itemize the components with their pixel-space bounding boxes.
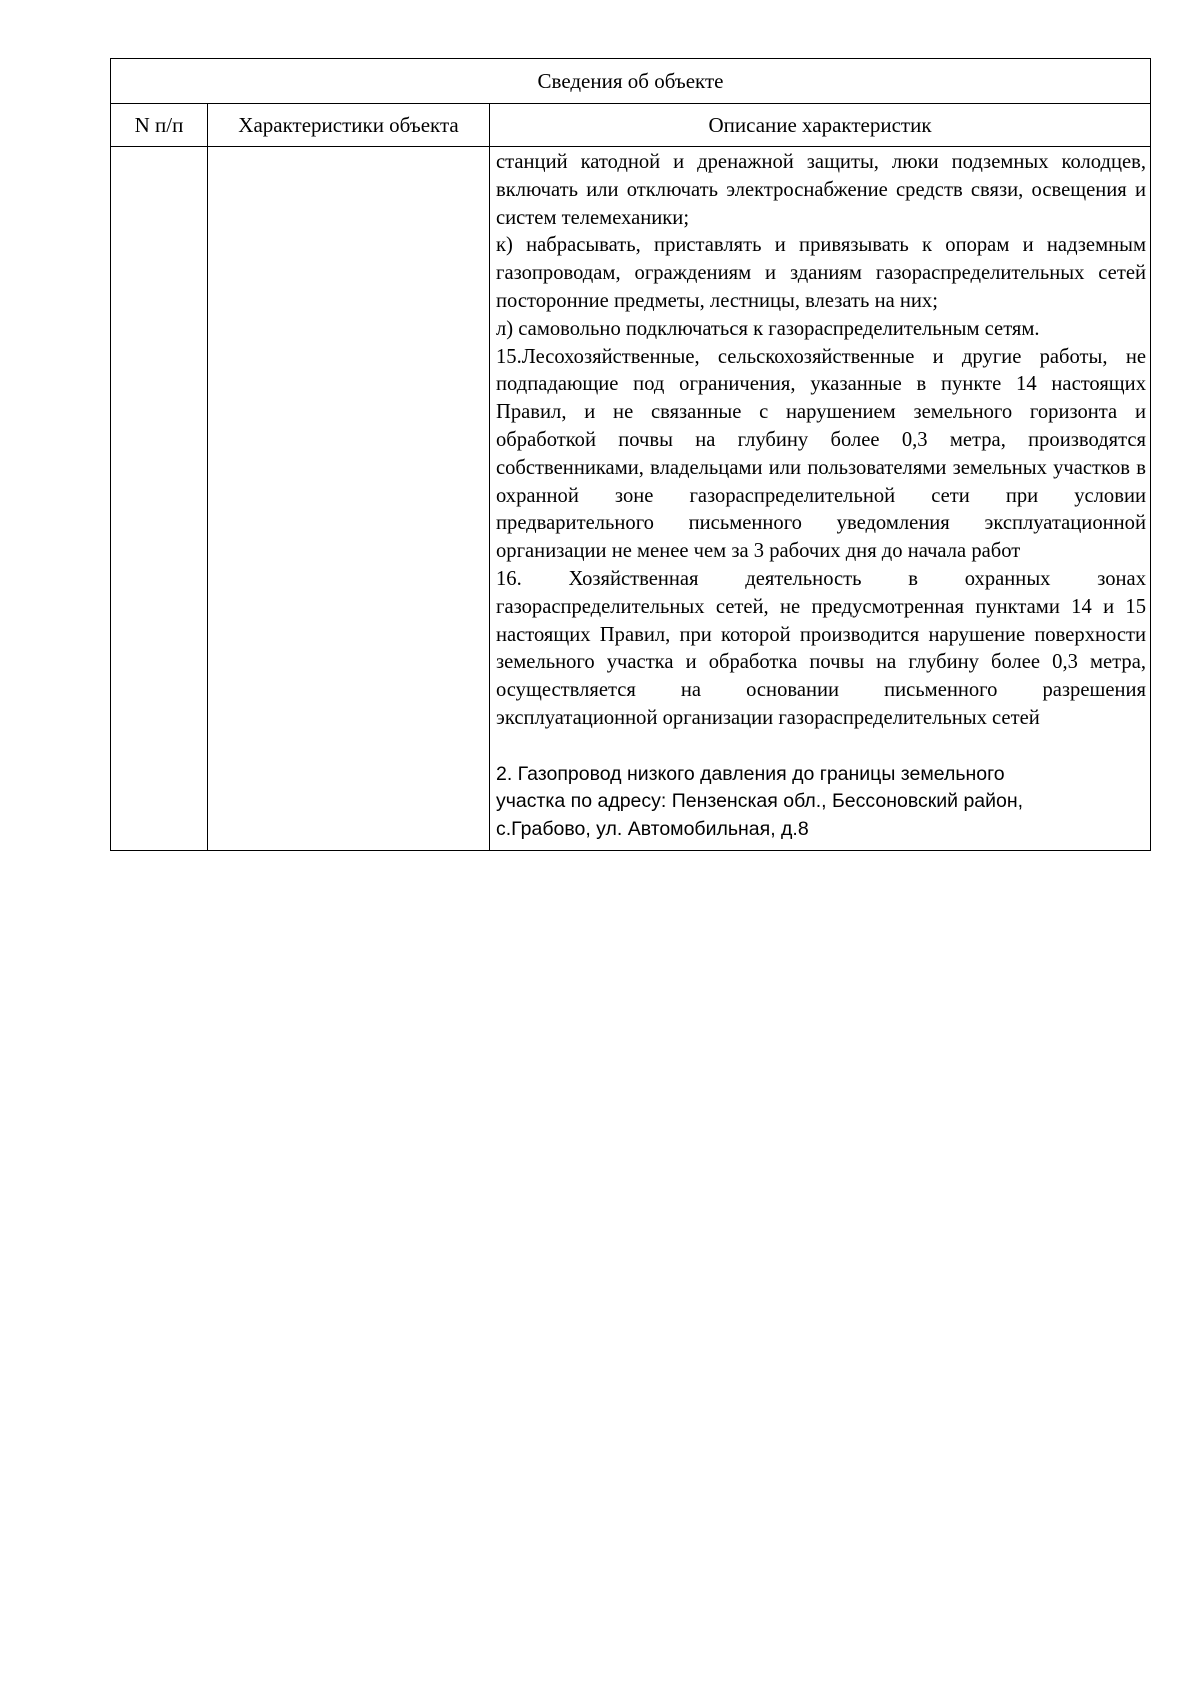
header-characteristics: Характеристики объекта xyxy=(208,104,490,147)
cell-num xyxy=(111,147,208,851)
table-title-row xyxy=(111,59,1151,104)
object-address: 2. Газопровод низкого давления до границы земельного участка по адресу: Пензенская обл., Бессоновский район, с.Грабово, ул. Автомобильная, д.8 xyxy=(496,762,1024,841)
table-row xyxy=(111,147,1151,851)
table-header-row xyxy=(111,104,1151,147)
table-title: Сведения об объекте xyxy=(111,59,1151,104)
object-info-table xyxy=(110,58,1151,851)
paragraph-spacer xyxy=(496,733,1146,761)
description-paragraph: л) самовольно подключаться к газораспределительным сетям. xyxy=(496,317,1040,340)
header-num: N п/п xyxy=(111,104,208,147)
description-paragraph: станций катодной и дренажной защиты, люки подземных колодцев, включать или отключать электроснабжение средств связи, освещения и систем телемеханики; xyxy=(496,151,1146,229)
description-paragraph: 16. Хозяйственная деятельность в охранных зонах газораспределительных сетей, не предусмотренная пунктами 14 и 15 настоящих Правил, при которой производится нарушение поверхности земельного участка и обработка почвы на глубину более 0,3 метра, осуществляется на основании письменного разрешения эксплуатационной организации газораспределительных сетей xyxy=(496,567,1146,729)
description-paragraph: к) набрасывать, приставлять и привязывать к опорам и надземным газопроводам, ограждениям и зданиям газораспределительных сетей посторонние предметы, лестницы, влезать на них; xyxy=(496,234,1146,312)
header-description: Описание характеристик xyxy=(490,104,1151,147)
cell-description xyxy=(490,147,1151,851)
description-paragraph: 15.Лесохозяйственные, сельскохозяйственные и другие работы, не подпадающие под ограничения, указанные в пункте 14 настоящих Правил, и не связанные с нарушением земельного горизонта и обработкой почвы на глубину более 0,3 метра, производятся собственниками, владельцами или пользователями земельных участков в охранной зоне газораспределительной сети при условии предварительного письменного уведомления эксплуатационной организации не менее чем за 3 рабочих дня до начала работ xyxy=(496,345,1146,563)
cell-characteristics xyxy=(208,147,490,851)
